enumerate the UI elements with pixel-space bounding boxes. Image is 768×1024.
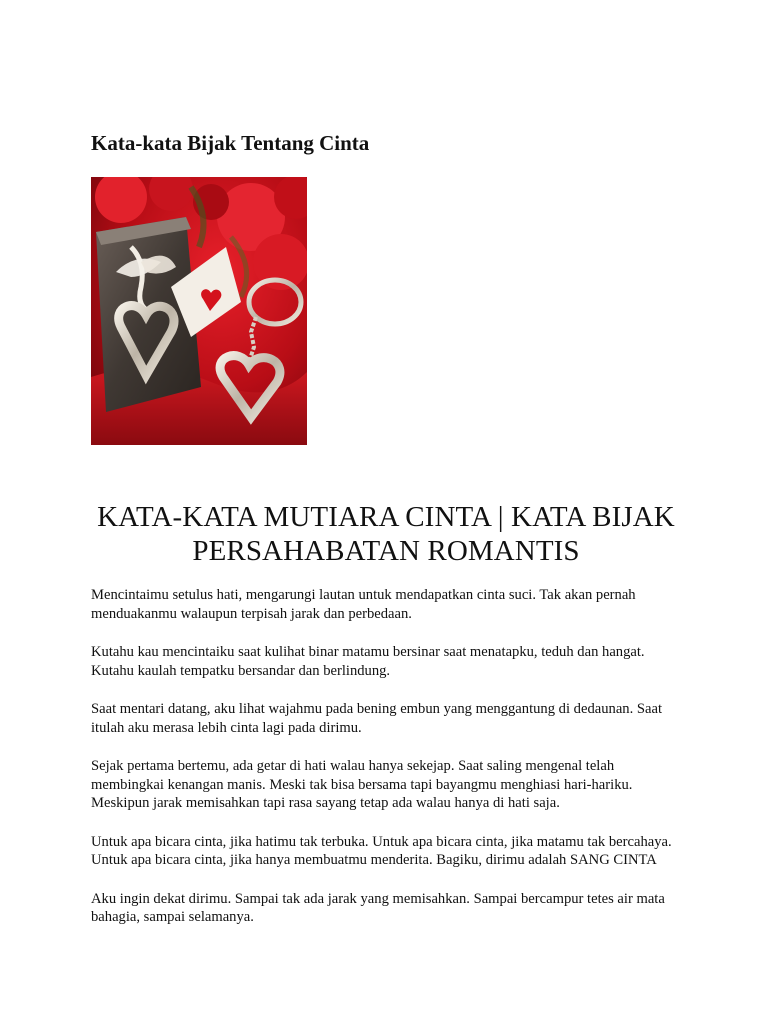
heart-keychain-photo [91,177,307,445]
paragraph: Aku ingin dekat dirimu. Sampai tak ada jarak yang memisahkan. Sampai bercampur tetes air mata bahagia, sampai selamanya. [91,890,665,925]
paragraph: Untuk apa bicara cinta, jika hatimu tak terbuka. Untuk apa bicara cinta, jika matamu tak bercahaya. Untuk apa bicara cinta, jika hanya membuatmu menderita. Bagiku, dirimu adalah SANG CINTA [91,833,672,868]
article-body [91,586,676,947]
paragraph: Sejak pertama bertemu, ada getar di hati walau hanya sekejap. Saat saling mengenal telah membingkai kenangan manis. Meski tak bisa bersama tapi bayangmu menghiasi hari-hariku. Meskipun jarak memisahkan tapi rasa sayang tetap ada walau hanya di hati saja. [91,758,633,811]
main-heading: KATA-KATA MUTIARA CINTA | KATA BIJAK PERSAHABATAN ROMANTIS [97,501,675,567]
paragraph: Saat mentari datang, aku lihat wajahmu pada bening embun yang menggantung di dedaunan. Saat itulah aku merasa lebih cinta lagi pada dirimu. [91,701,663,736]
paragraph: Mencintaimu setulus hati, mengarungi lautan untuk mendapatkan cinta suci. Tak akan pernah menduakanmu walaupun terpisah jarak dan perbedaan. [91,587,636,622]
paragraph: Kutahu kau mencintaiku saat kulihat binar matamu bersinar saat menatapku, teduh dan hangat. Kutahu kaulah tempatku bersandar dan berlindung. [91,644,645,679]
document-title: Kata-kata Bijak Tentang Cinta [91,131,370,155]
